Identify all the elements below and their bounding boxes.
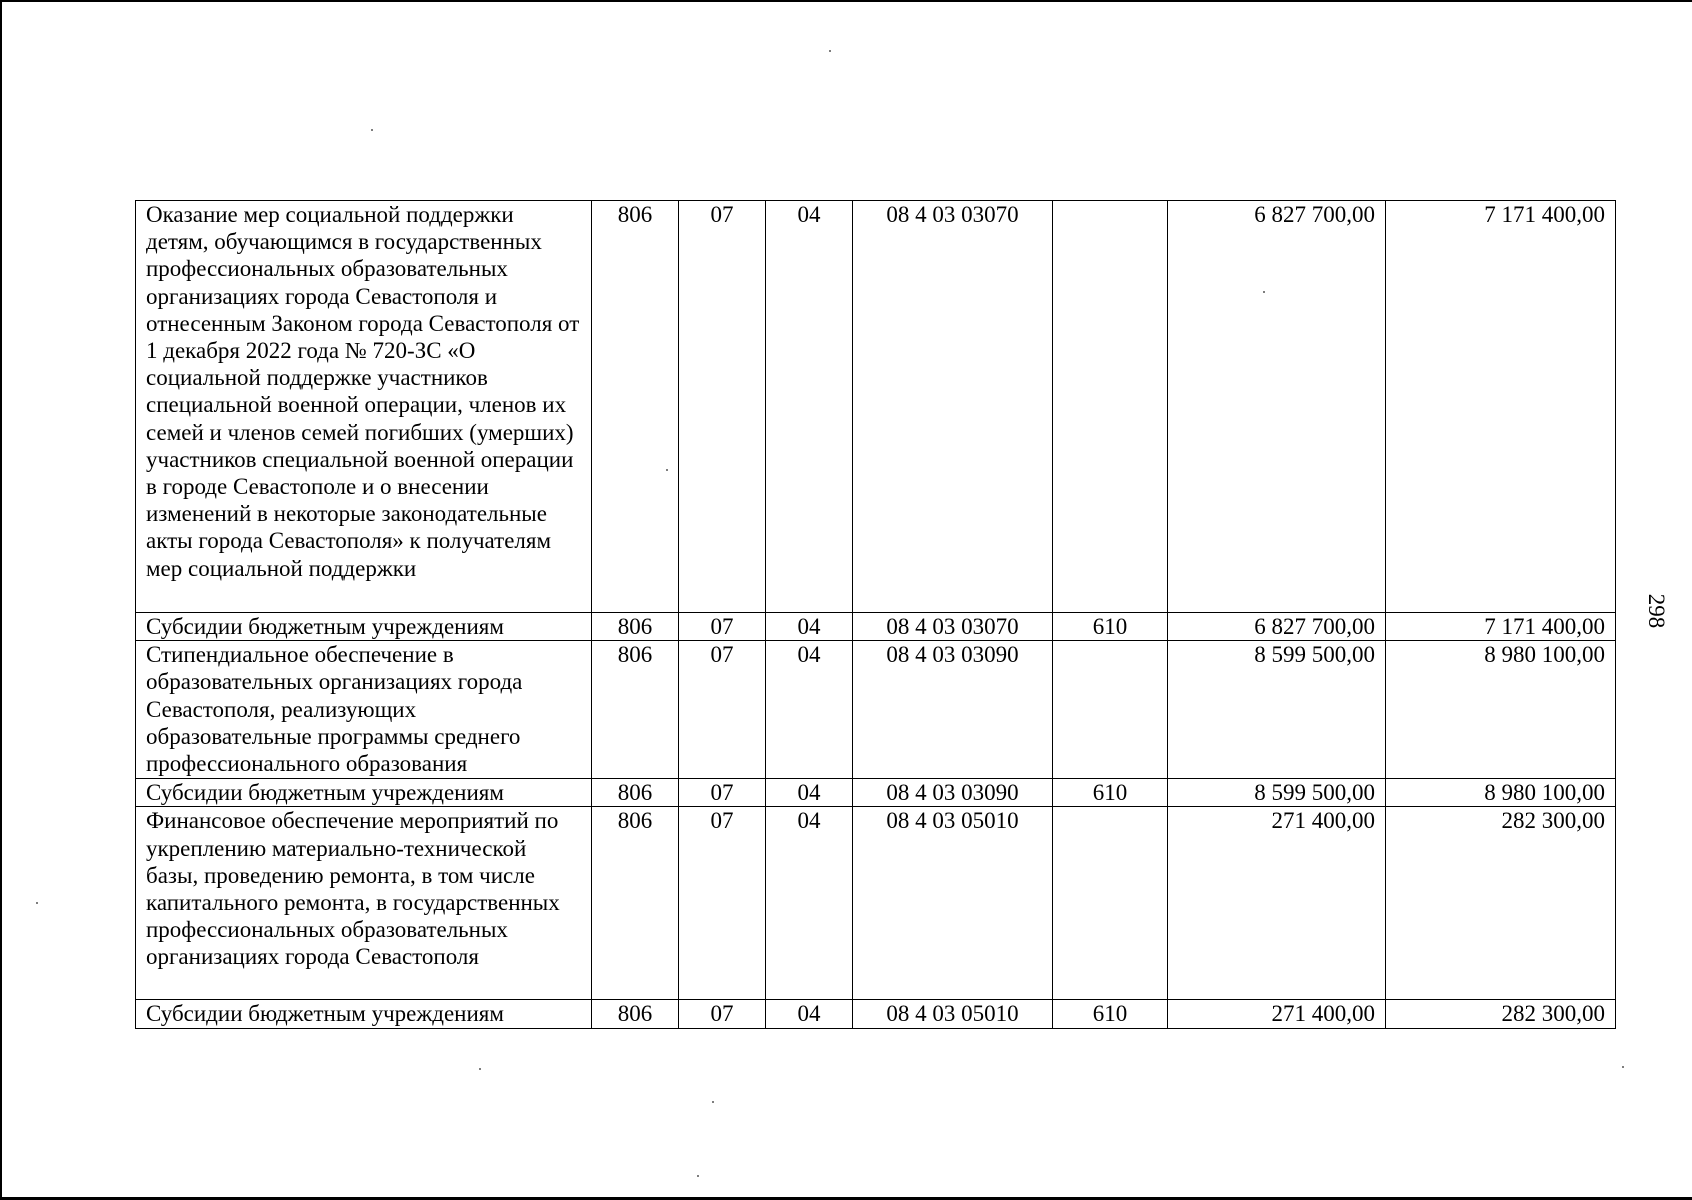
section-code: 07 — [679, 201, 766, 613]
scan-speck — [36, 902, 38, 904]
table-row — [136, 613, 1616, 641]
scan-speck — [371, 129, 373, 131]
amount-year-2: 7 171 400,00 — [1386, 201, 1616, 613]
row-name: Финансовое обеспечение мероприятий по укреплению материально-технической базы, проведению ремонта, в том числе капитального ремонта, в государственных профессиональных образовательных организациях города Севастополя — [136, 807, 592, 1000]
section-code: 07 — [679, 1000, 766, 1028]
subsection-code: 04 — [766, 779, 853, 807]
amount-year-2: 8 980 100,00 — [1386, 779, 1616, 807]
row-name: Субсидии бюджетным учреждениям — [136, 779, 592, 807]
amount-year-1: 8 599 500,00 — [1168, 779, 1386, 807]
target-article-code: 08 4 03 05010 — [853, 807, 1053, 1000]
subsection-code: 04 — [766, 641, 853, 779]
table-row — [136, 1000, 1616, 1028]
expense-type-code — [1053, 201, 1168, 613]
ministry-code: 806 — [592, 807, 679, 1000]
ministry-code: 806 — [592, 779, 679, 807]
target-article-code: 08 4 03 03090 — [853, 641, 1053, 779]
section-code: 07 — [679, 807, 766, 1000]
scan-speck — [697, 1175, 699, 1177]
subsection-code: 04 — [766, 613, 853, 641]
scan-speck — [666, 469, 668, 471]
ministry-code: 806 — [592, 1000, 679, 1028]
amount-year-1: 6 827 700,00 — [1168, 613, 1386, 641]
ministry-code: 806 — [592, 201, 679, 613]
ministry-code: 806 — [592, 641, 679, 779]
table-row — [136, 201, 1616, 613]
scan-border-left — [0, 0, 2, 1200]
expense-type-code: 610 — [1053, 779, 1168, 807]
amount-year-1: 8 599 500,00 — [1168, 641, 1386, 779]
amount-year-2: 7 171 400,00 — [1386, 613, 1616, 641]
target-article-code: 08 4 03 05010 — [853, 1000, 1053, 1028]
amount-year-1: 271 400,00 — [1168, 1000, 1386, 1028]
expense-type-code: 610 — [1053, 613, 1168, 641]
expense-type-code — [1053, 807, 1168, 1000]
amount-year-2: 8 980 100,00 — [1386, 641, 1616, 779]
row-name: Оказание мер социальной поддержки детям, обучающимся в государственных профессиональных образовательных организациях города Севастополя и отнесенным Законом города Севастополя от 1 декабря 2022 года № 720-ЗС «О социальной поддержке участников специальной военной операции, членов их семей и членов семей погибших (умерших) участников специальной военной операции в городе Севастополе и о внесении изменений в некоторые законодательные акты города Севастополя» к получателям мер социальной поддержки — [136, 201, 592, 613]
target-article-code: 08 4 03 03070 — [853, 613, 1053, 641]
amount-year-1: 271 400,00 — [1168, 807, 1386, 1000]
table-row — [136, 641, 1616, 779]
amount-year-2: 282 300,00 — [1386, 1000, 1616, 1028]
table-row — [136, 779, 1616, 807]
expense-type-code: 610 — [1053, 1000, 1168, 1028]
amount-year-1: 6 827 700,00 — [1168, 201, 1386, 613]
scan-speck — [1263, 291, 1265, 293]
row-name: Стипендиальное обеспечение в образовательных организациях города Севастополя, реализующих образовательные программы среднего профессионального образования — [136, 641, 592, 779]
scan-speck — [1622, 1066, 1624, 1068]
expense-type-code — [1053, 641, 1168, 779]
scan-border-top — [0, 0, 1692, 2]
row-name: Субсидии бюджетным учреждениям — [136, 1000, 592, 1028]
page-number: 298 — [1644, 593, 1669, 629]
ministry-code: 806 — [592, 613, 679, 641]
target-article-code: 08 4 03 03070 — [853, 201, 1053, 613]
scan-speck — [829, 50, 831, 52]
section-code: 07 — [679, 613, 766, 641]
section-code: 07 — [679, 641, 766, 779]
amount-year-2: 282 300,00 — [1386, 807, 1616, 1000]
section-code: 07 — [679, 779, 766, 807]
table-row — [136, 807, 1616, 1000]
scan-speck — [479, 1068, 481, 1070]
scan-speck — [712, 1101, 714, 1103]
row-name: Субсидии бюджетным учреждениям — [136, 613, 592, 641]
budget-table — [135, 200, 1616, 1029]
subsection-code: 04 — [766, 201, 853, 613]
target-article-code: 08 4 03 03090 — [853, 779, 1053, 807]
subsection-code: 04 — [766, 1000, 853, 1028]
subsection-code: 04 — [766, 807, 853, 1000]
